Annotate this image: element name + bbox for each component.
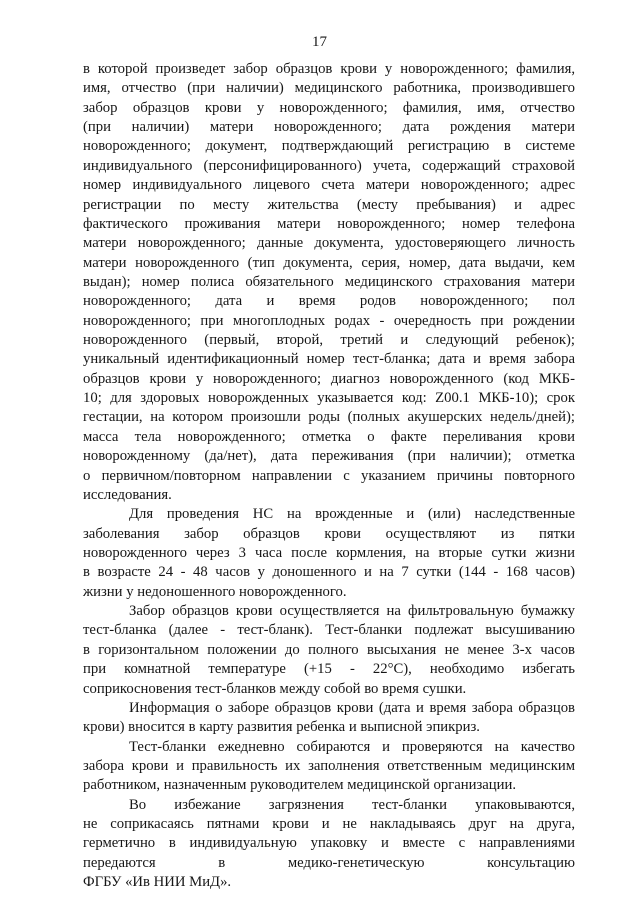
text-line: 10; для здоровых новорожденных указывается код: Z00.1 МКБ-10); срок <box>83 390 575 407</box>
text-line: новорожденного через 3 часа после кормления, на вторые сутки жизни <box>83 544 575 561</box>
text-line: имя, отчество (при наличии) медицинского работника, производившего <box>83 80 575 97</box>
text-line: Забор образцов крови осуществляется на фильтровальную бумажку <box>129 603 575 620</box>
paragraph <box>83 796 575 893</box>
text-line: гестации, на котором произошли роды (полных акушерских недель/дней); <box>83 409 575 426</box>
text-line: заболевания забор образцов крови осуществляют из пятки <box>83 525 575 542</box>
text-line: крови) вносится в карту развития ребенка и выписной эпикриз. <box>83 719 480 736</box>
text-line: в горизонтальном положении до полного высыхания не менее 3-х часов <box>83 641 575 658</box>
text-line: выдан); номер полиса обязательного медицинского страхования матери <box>83 273 575 290</box>
text-line: (при наличии) матери новорожденного; дата рождения матери <box>83 119 575 136</box>
paragraph <box>83 60 575 505</box>
text-line: новорожденного (первый, второй, третий и следующий ребенок); <box>83 332 575 349</box>
paragraph <box>83 738 575 796</box>
text-line: масса тела новорожденного; отметка о факте переливания крови <box>83 428 575 445</box>
text-line: не соприкасаясь пятнами крови и не накладываясь друг на друга, <box>83 816 575 833</box>
text-line: уникальный идентификационный номер тест-бланка; дата и время забора <box>83 351 575 368</box>
text-line: исследования. <box>83 486 172 503</box>
text-line: новорожденному (да/нет), дата переживания (при наличии); отметка <box>83 448 575 465</box>
page-number: 17 <box>312 34 327 50</box>
text-line: новорожденного; при многоплодных родах - очередность при рождении <box>83 312 575 329</box>
text-line: в которой произведет забор образцов крови у новорожденного; фамилия, <box>83 61 575 77</box>
text-line: матери новорожденного; данные документа, удостоверяющего личность <box>83 235 575 252</box>
document-body <box>83 60 575 892</box>
text-line: тест-бланка (далее - тест-бланк). Тест-бланки подлежат высушиванию <box>83 622 575 639</box>
text-line: передаются в медико-генетическую консультацию <box>83 854 575 871</box>
paragraph <box>83 505 575 602</box>
text-line: о первичном/повторном направлении с указанием причины повторного <box>83 467 575 484</box>
text-line: забор образцов крови у новорожденного; фамилия, имя, отчество <box>83 99 575 116</box>
text-line: новорожденного; документ, подтверждающий регистрацию в системе <box>83 138 575 155</box>
text-line: герметично в индивидуальную упаковку и вместе с направлениями <box>83 835 575 852</box>
text-line: номер индивидуального лицевого счета матери новорожденного; адрес <box>83 177 575 194</box>
text-line: в возрасте 24 - 48 часов у доношенного и на 7 сутки (144 - 168 часов) <box>83 564 575 581</box>
text-line: фактического проживания матери новорожденного; номер телефона <box>83 215 575 232</box>
paragraph <box>83 602 575 699</box>
text-line: новорожденного; дата и время родов новорожденного; пол <box>83 293 575 310</box>
text-line: образцов крови у новорожденного; диагноз новорожденного (код МКБ- <box>83 370 575 387</box>
text-line: Тест-бланки ежедневно собираются и проверяются на качество <box>129 738 575 755</box>
text-line: матери новорожденного (тип документа, серия, номер, дата выдачи, кем <box>83 254 575 271</box>
text-line: индивидуального (персонифицированного) учета, содержащий страховой <box>83 157 575 174</box>
text-line: регистрации по месту жительства (месту пребывания) и адрес <box>83 196 575 213</box>
text-line: соприкосновения тест-бланков между собой во время сушки. <box>83 680 467 697</box>
text-line: Информация о заборе образцов крови (дата и время забора образцов <box>129 699 575 716</box>
text-line: при комнатной температуре (+15 - 22°C), необходимо избегать <box>83 661 575 678</box>
text-line: работником, назначенным руководителем медицинской организации. <box>83 777 517 794</box>
text-line: Во избежание загрязнения тест-бланки упаковываются, <box>129 796 575 813</box>
paragraph <box>83 699 575 738</box>
text-line: забора крови и правильность их заполнения ответственным медицинским <box>83 757 575 774</box>
text-line: Для проведения НС на врожденные и (или) наследственные <box>129 506 575 523</box>
text-line: жизни у недоношенного новорожденного. <box>83 583 347 600</box>
text-line: ФГБУ «Ив НИИ МиД». <box>83 874 232 891</box>
